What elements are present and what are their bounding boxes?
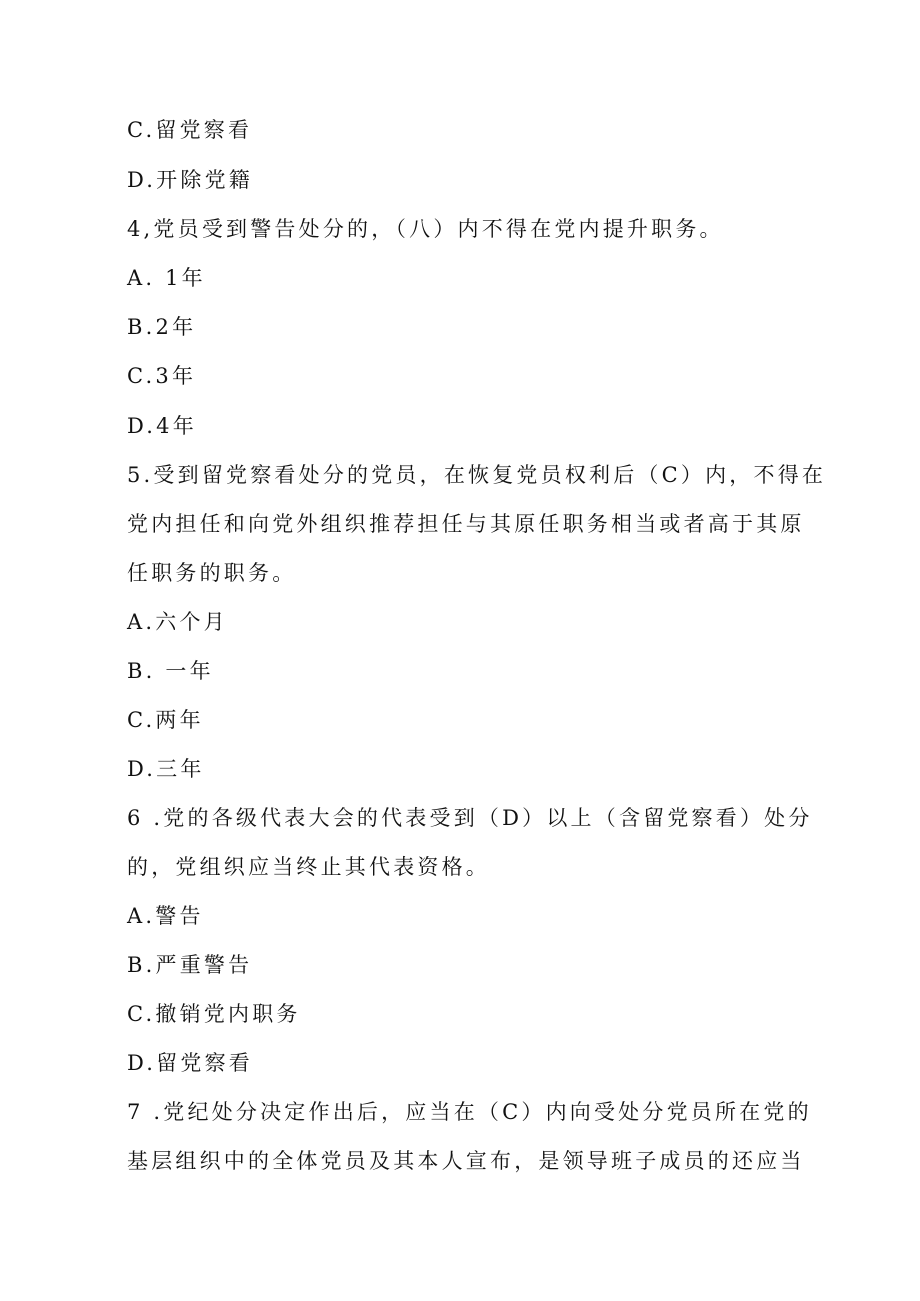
- q6-question-line-1: 6 .党的各级代表大会的代表受到（D）以上（含留党察看）处分: [127, 806, 813, 830]
- q4-option-d: D.4年: [127, 414, 197, 438]
- q6-option-a: A.警告: [127, 904, 204, 928]
- q6-option-d: D.留党察看: [127, 1051, 253, 1075]
- q6-question-line-2: 的，党组织应当终止其代表资格。: [127, 855, 490, 879]
- q4-option-c: C.3年: [127, 364, 197, 388]
- q6-option-b: B.严重警告: [127, 953, 253, 977]
- q4-option-b: B.2年: [127, 315, 197, 339]
- q6-option-c: C.撤销党内职务: [127, 1002, 301, 1026]
- q5-question-line-2: 党内担任和向党外组织推荐担任与其原任职务相当或者高于其原: [127, 512, 805, 536]
- q3-option-c: C.留党察看: [127, 118, 253, 142]
- q3-option-d: D.开除党籍: [127, 168, 253, 192]
- q5-option-d: D.三年: [127, 757, 205, 781]
- q7-question-line-1: 7 .党纪处分决定作出后，应当在（C）内向受处分党员所在党的: [127, 1100, 812, 1124]
- q5-question-line-3: 任职务的职务。: [127, 561, 297, 585]
- q5-option-c: C.两年: [127, 708, 204, 732]
- q4-question: 4,党员受到警告处分的，（八）内不得在党内提升职务。: [127, 217, 724, 241]
- q4-option-a: A. 1年: [127, 266, 206, 290]
- q5-option-a: A.六个月: [127, 610, 228, 634]
- q5-option-b: B. 一年: [127, 659, 214, 683]
- q7-question-line-2: 基层组织中的全体党员及其本人宣布，是领导班子成员的还应当: [127, 1149, 805, 1173]
- q5-question-line-1: 5.受到留党察看处分的党员，在恢复党员权利后（C）内，不得在: [127, 463, 827, 487]
